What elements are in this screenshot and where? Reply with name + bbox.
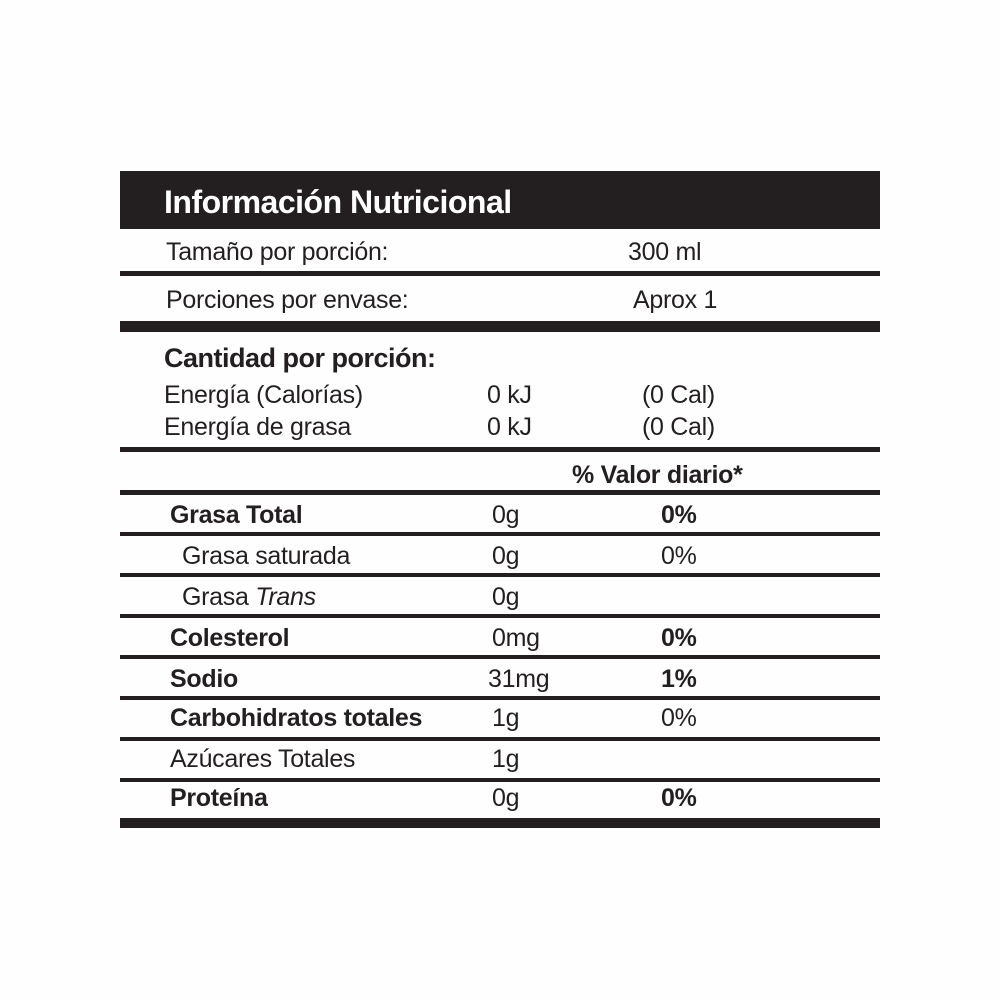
divider	[120, 532, 880, 536]
fat-energy-kj: 0 kJ	[487, 413, 532, 441]
nutrient-amount-protein: 0g	[492, 784, 520, 812]
nutrient-amount-saturated-fat: 0g	[492, 542, 520, 570]
nutrient-name-total-fat: Grasa Total	[170, 501, 303, 529]
serving-size-label: Tamaño por porción:	[166, 238, 389, 266]
energy-label: Energía (Calorías)	[164, 381, 363, 409]
energy-cal: (0 Cal)	[642, 381, 715, 409]
divider	[120, 696, 880, 700]
thick-divider	[120, 321, 880, 332]
fat-energy-cal: (0 Cal)	[642, 413, 715, 441]
nutrient-amount-sodium: 31mg	[488, 665, 550, 693]
servings-value: Aprox 1	[633, 286, 718, 314]
nutrient-dv-total-carbs: 0%	[661, 704, 697, 732]
amount-per-serving-header: Cantidad por porción:	[164, 343, 436, 373]
nutrient-amount-trans-fat: 0g	[492, 583, 520, 611]
nutrient-name-trans-fat: Grasa Trans	[182, 583, 316, 611]
nutrient-name-total-sugars: Azúcares Totales	[170, 745, 356, 773]
energy-kj: 0 kJ	[487, 381, 532, 409]
nutrient-dv-protein: 0%	[661, 784, 697, 812]
daily-value-header: % Valor diario*	[572, 461, 743, 489]
divider	[120, 614, 880, 618]
serving-size-value: 300 ml	[628, 238, 702, 266]
nutrient-name-total-carbs: Carbohidratos totales	[170, 704, 423, 732]
fat-energy-label: Energía de grasa	[164, 413, 351, 441]
nutrient-name-sodium: Sodio	[170, 665, 238, 693]
nutrient-dv-cholesterol: 0%	[661, 624, 697, 652]
thick-divider	[120, 818, 880, 828]
nutrient-amount-total-carbs: 1g	[492, 704, 520, 732]
nutrient-name-cholesterol: Colesterol	[170, 624, 290, 652]
divider	[120, 447, 880, 452]
nutrient-dv-total-fat: 0%	[661, 501, 697, 529]
divider	[120, 737, 880, 741]
nutrient-name-saturated-fat: Grasa saturada	[182, 542, 351, 570]
nutrient-amount-cholesterol: 0mg	[492, 624, 540, 652]
nutrient-dv-saturated-fat: 0%	[661, 542, 697, 570]
nutrition-title: Información Nutricional	[120, 171, 880, 229]
nutrition-label	[120, 171, 880, 812]
nutrient-name-protein: Proteína	[170, 784, 268, 812]
nutrient-amount-total-sugars: 1g	[492, 745, 520, 773]
servings-label: Porciones por envase:	[166, 286, 409, 314]
divider	[120, 655, 880, 659]
divider	[120, 573, 880, 577]
nutrient-amount-total-fat: 0g	[492, 501, 520, 529]
nutrient-dv-sodium: 1%	[661, 665, 697, 693]
divider	[120, 490, 880, 495]
divider	[120, 778, 880, 782]
divider	[120, 271, 880, 276]
